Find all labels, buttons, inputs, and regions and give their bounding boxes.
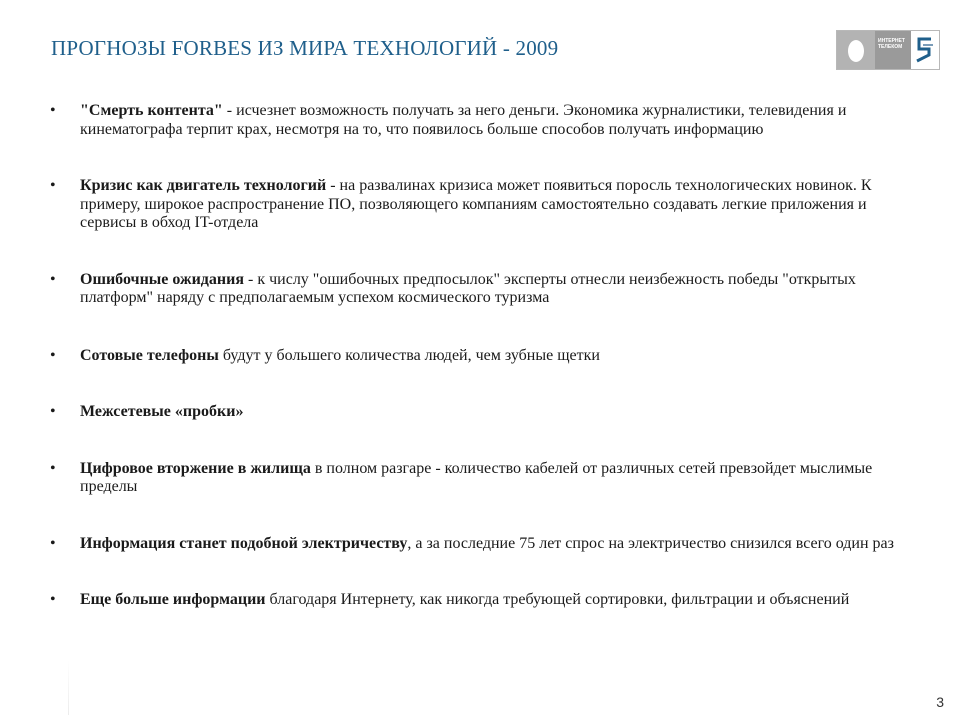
- bullet-text: благодаря Интернету, как никогда требующей сортировки, фильтрации и объяснений: [265, 591, 850, 608]
- bullet-lead: Цифровое вторжение в жилища: [80, 459, 311, 477]
- bullet-text: - на развалинах кризиса может появиться поросль технологических новинок. К примеру, широкое распространение ПО, позволяющего компаниям самостоятельно создавать легкие приложения и сервисы в обход IT-отдела: [80, 177, 872, 231]
- bullet-item-phones: [50, 347, 910, 366]
- bullet-item-electricity: [50, 535, 910, 554]
- bullet-item-expectations: [50, 271, 910, 308]
- company-logo: [836, 30, 940, 70]
- bullet-dot-icon: •: [50, 177, 56, 194]
- bullet-dot-icon: •: [50, 534, 56, 552]
- bullet-item-traffic: [50, 403, 910, 422]
- logo-text-line2: ТЕЛЕКОМ: [878, 44, 903, 50]
- bullet-dot-icon: •: [50, 102, 56, 119]
- bullet-dot-icon: •: [50, 591, 56, 608]
- bullet-item-digital-invasion: [50, 460, 910, 497]
- bullet-lead: Еще больше информации: [80, 591, 266, 608]
- bullet-text: в полном разгаре - количество кабелей от различных сетей превзойдет мыслимые пределы: [80, 459, 873, 495]
- logo-wordmark: [875, 31, 911, 69]
- s-mark-logo-icon: [911, 31, 939, 69]
- bullet-item-more-information: [50, 591, 910, 610]
- bullet-text: будут у большего количества людей, чем зубные щетки: [218, 346, 600, 364]
- bullet-lead: Информация станет подобной электричеству: [80, 534, 408, 552]
- bullet-text: - к числу "ошибочных предпосылок" эксперты отнесли неизбежность победы "открытых платформ" наряду с предполагаемым успехом космического туризма: [80, 270, 856, 306]
- bullet-lead: Межсетевые «пробки»: [80, 403, 244, 420]
- bullet-item-crisis: [50, 177, 910, 233]
- bullet-item-content-death: [50, 102, 910, 139]
- logo-text-line1: ИНТЕРНЕТ: [878, 38, 905, 44]
- bullet-lead: Ошибочные ожидания: [80, 270, 244, 288]
- slide-title: ПРОГНОЗЫ FORBES ИЗ МИРА ТЕХНОЛОГИЙ - 2009: [51, 36, 559, 60]
- egg-logo-icon: [837, 31, 875, 69]
- bullet-list: [50, 102, 910, 610]
- bullet-text: , а за последние 75 лет спрос на электричество снизился всего один раз: [407, 534, 894, 552]
- bullet-lead: Сотовые телефоны: [80, 346, 219, 364]
- decorative-line: [68, 660, 69, 715]
- bullet-text: - исчезнет возможность получать за него деньги. Экономика журналистики, телевидения и кинематографа терпит крах, несмотря на то, что появилось больше способов получать информацию: [80, 102, 847, 138]
- bullet-dot-icon: •: [50, 270, 56, 288]
- bullet-lead: Кризис как двигатель технологий: [80, 177, 327, 194]
- bullet-lead: "Смерть контента": [80, 102, 223, 119]
- bullet-dot-icon: •: [50, 459, 56, 477]
- page-number: 3: [936, 694, 944, 710]
- bullet-dot-icon: •: [50, 346, 56, 364]
- bullet-dot-icon: •: [50, 403, 56, 420]
